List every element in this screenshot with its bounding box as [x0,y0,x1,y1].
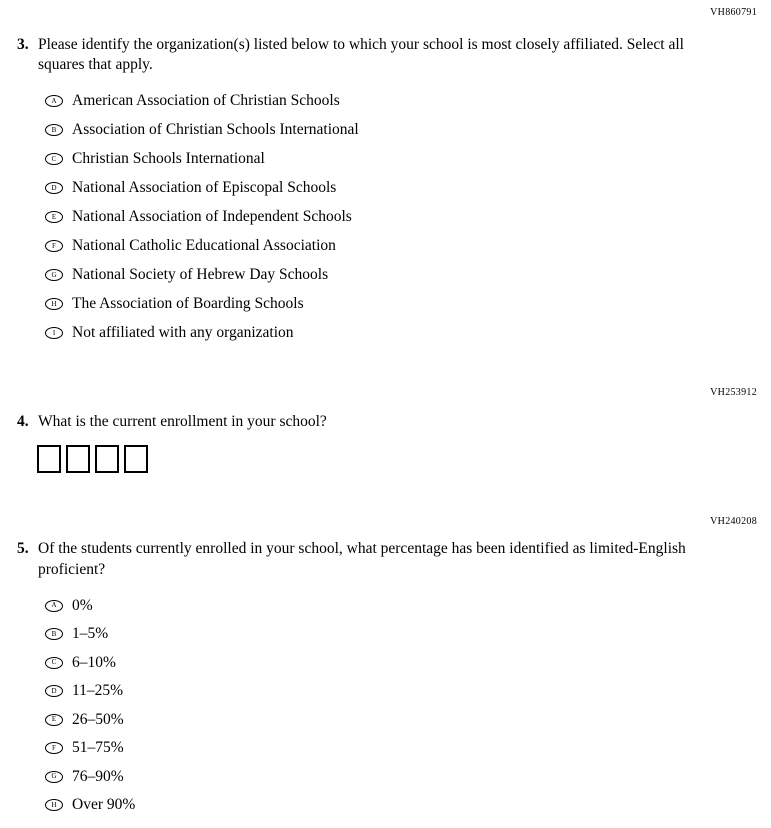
option-row [45,87,771,116]
answer-oval-g[interactable] [45,771,63,783]
oval-letter: H [51,800,57,809]
option-row [45,203,771,232]
question-4-number: 4. [17,412,29,430]
option-row [45,791,771,820]
oval-letter: E [51,715,57,724]
option-label: National Catholic Educational Association [72,237,336,255]
enrollment-digit-box-2[interactable] [66,445,90,473]
answer-oval-b[interactable] [45,124,63,136]
option-label: American Association of Christian Schools [72,92,340,110]
option-label: Not affiliated with any organization [72,324,294,342]
enrollment-digit-boxes [0,445,771,473]
answer-oval-e[interactable] [45,211,63,223]
option-label: Over 90% [72,796,136,814]
enrollment-digit-box-4[interactable] [124,445,148,473]
answer-oval-a[interactable] [45,600,63,612]
answer-oval-g[interactable] [45,269,63,281]
option-label: 6–10% [72,653,116,671]
option-label: Association of Christian Schools International [72,121,359,139]
answer-oval-h[interactable] [45,298,63,310]
option-row [45,677,771,706]
question-3 [0,35,771,76]
answer-oval-e[interactable] [45,714,63,726]
oval-letter: B [51,125,57,134]
option-row [45,261,771,290]
oval-letter: H [51,299,57,308]
option-row [45,734,771,763]
oval-letter: F [52,241,56,250]
option-row [45,648,771,677]
question-3-text: Please identify the organization(s) listed below to which your school is most closely affiliated. Select all squares that apply. [38,36,684,74]
option-row [45,116,771,145]
option-row [45,705,771,734]
question-5 [0,539,771,580]
oval-letter: C [51,658,57,667]
oval-letter: C [51,154,57,163]
option-row [45,591,771,620]
form-code-q4: VH253912 [710,386,757,398]
oval-letter: G [51,772,57,781]
question-3-options [0,87,771,348]
option-label: National Association of Independent Schools [72,208,352,226]
option-row [45,620,771,649]
question-5-number: 5. [17,540,29,558]
oval-letter: D [51,183,57,192]
enrollment-digit-box-3[interactable] [95,445,119,473]
option-row [45,762,771,791]
option-row [45,145,771,174]
answer-oval-d[interactable] [45,685,63,697]
form-code-q3: VH860791 [710,7,757,18]
answer-oval-c[interactable] [45,153,63,165]
option-row [45,319,771,348]
option-label: 76–90% [72,767,124,785]
option-label: The Association of Boarding Schools [72,295,304,313]
question-3-number: 3. [17,36,29,53]
option-label: 11–25% [72,682,124,700]
option-row [45,174,771,203]
answer-oval-f[interactable] [45,742,63,754]
option-label: Christian Schools International [72,150,265,168]
oval-letter: A [51,601,57,610]
option-label: National Association of Episcopal Schools [72,179,337,197]
answer-oval-b[interactable] [45,628,63,640]
option-label: 0% [72,596,93,614]
question-4 [0,412,771,432]
form-code-q5: VH240208 [710,516,757,528]
answer-oval-f[interactable] [45,240,63,252]
question-4-text: What is the current enrollment in your school? [38,412,327,430]
answer-oval-c[interactable] [45,657,63,669]
answer-oval-h[interactable] [45,799,63,811]
option-label: 26–50% [72,710,124,728]
option-row [45,232,771,261]
oval-letter: D [51,686,57,695]
oval-letter: E [51,212,57,221]
question-5-text: Of the students currently enrolled in your school, what percentage has been identified as limited-English proficient? [38,540,686,578]
question-5-options [0,591,771,819]
answer-oval-a[interactable] [45,95,63,107]
oval-letter: I [52,328,56,337]
enrollment-digit-box-1[interactable] [37,445,61,473]
option-row [45,290,771,319]
oval-letter: G [51,270,57,279]
option-label: 51–75% [72,739,124,757]
option-label: 1–5% [72,625,109,643]
oval-letter: F [52,743,56,752]
oval-letter: B [51,629,57,638]
option-label: National Society of Hebrew Day Schools [72,266,329,284]
answer-oval-d[interactable] [45,182,63,194]
answer-oval-i[interactable] [45,327,63,339]
oval-letter: A [51,96,57,105]
